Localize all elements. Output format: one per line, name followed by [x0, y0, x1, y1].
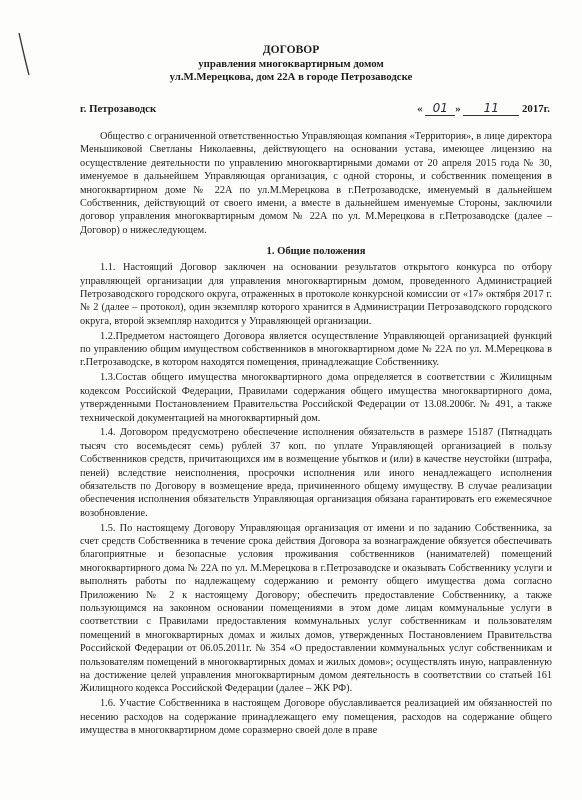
date-year: 2017г. — [522, 103, 550, 115]
clause-1-1: 1.1. Настоящий Договор заключен на основании результатов открытого конкурса по отбору управляющей организации для управления многоквартирным домом, проведенного Администрацией Петрозаводского городского округа, отраженных в протоколе конкурсной комиссии от «17» октября 2017 г. № 2 (далее – протокол), один экземпляр которого хранится в Администрации Петрозаводского городского округа, второй экземпляр находится у Управляющей организации. — [80, 262, 552, 327]
document-title: ДОГОВОР — [262, 44, 320, 56]
date-month: 11 — [483, 101, 499, 115]
contract-date — [417, 101, 550, 116]
date-day-line — [425, 101, 455, 116]
clause-1-2: 1.2.Предметом настоящего Договора является осуществление Управляющей организацией функций по управлению общим имуществом собственников в многоквартирном доме № 22А по ул. М.Мерецкова в г.Петрозаводске, в котором находятся помещения, принадлежащие Собственнику. — [80, 330, 552, 369]
document-body — [80, 130, 552, 739]
document-subtitle: управления многоквартирным домом — [198, 57, 384, 70]
date-day: 01 — [432, 101, 448, 115]
date-month-line — [463, 101, 519, 116]
clause-1-4: 1.4. Договором предусмотрено обеспечение исполнения обязательств в размере 15187 (Пятнадцать тысяч сто восемьдесят семь) рублей 37 коп. по уплате Управляющей организацией в пользу Собственников средств, причитающихся им в возмещение убытков и (или) в качестве неустойки (штрафа, пеней) вследствие неисполнения, просрочки исполнения или иного ненадлежащего исполнения обязательств по Договору в возмещение вреда, причиненного общему имуществу. В случае реализации обеспечения исполнения обязательств Управляющая организация обязана гарантировать его ежемесячное возобновление. — [80, 427, 552, 519]
clause-1-3: 1.3.Состав общего имущества многоквартирного дома определяется в соответствии с Жилищным кодексом Российской Федерации, Правилами содержания общего имущества многоквартирного дома, утвержденными Постановлением Правительства Российской Федерации от 13.08.2006г. № 491, а также технической документацией на многоквартирный дом. — [80, 372, 552, 424]
city-label: г. Петрозаводск — [80, 103, 157, 115]
section-heading: 1. Общие положения — [266, 246, 366, 258]
date-close-quote: » — [455, 103, 461, 115]
clause-1-5: 1.5. По настоящему Договору Управляющая организация от имени и по заданию Собственника, за счет средств Собственника в течение срока действия Договора за вознаграждение обязуется обеспечивать благоприятные и безопасные условия проживания собственников (нанимателей) помещений многоквартирного дома № 22А по ул. М.Мерецкова в г.Петрозаводске и оказывать Собственнику услуги и выполнять работы по надлежащему содержанию и ремонту общего имущества дома согласно Приложению № 2 к настоящему Договору; обеспечить предоставление Собственнику, а также пользующимся на законном основании помещениями в этом доме лицам коммунальные услуги в соответствии с Правилами предоставления коммунальных услуг собственникам и пользователям помещений в многоквартирных домах и жилых домов, утвержденных Постановлением Правительства Российской Федерации от 06.05.2011г. № 354 «О предоставлении коммунальных услуг собственникам и пользователям помещений в многоквартирных домах и жилых домов»; осуществлять иную, направленную на достижение целей управления многоквартирным домом деятельность в соответствии со статьей 161 Жилищного кодекса Российской Федерации (далее – ЖК РФ). — [80, 522, 552, 695]
date-open-quote: « — [417, 103, 423, 115]
document-title-block — [0, 44, 582, 85]
city-date-row — [80, 101, 550, 117]
clause-1-6: 1.6. Участие Собственника в настоящем Договоре обуславливается реализацией им обязанностей по несению расходов на содержание принадлежащего ему помещения, расходов на содержание общего имущества в многоквартирном доме соразмерно своей доле в праве — [80, 698, 552, 737]
preamble-paragraph: Общество с ограниченной ответственностью Управляющая компания «Территория», в лице директора Меньшиковой Светланы Николаевны, действующего на основании устава, имеющее лицензию на осуществление деятельности по управлению многоквартирными домами от 20 апреля 2015 года № 30, именуемое в дальнейшем Управляющая организация, с одной стороны, и собственник помещения в многоквартирном доме № 22А по ул.М.Мерецкова в г.Петрозаводске, именуемый в дальнейшем Собственник, действующий от своего имени, а вместе в дальнейшем именуемые Стороны, заключили договор управления многоквартирным домом № 22А по ул. М.Мерецкова в г.Петрозаводске (далее – Договор) о нижеследующем. — [80, 131, 552, 236]
document-address: ул.М.Мерецкова, дом 22А в городе Петрозаводске — [169, 71, 413, 83]
